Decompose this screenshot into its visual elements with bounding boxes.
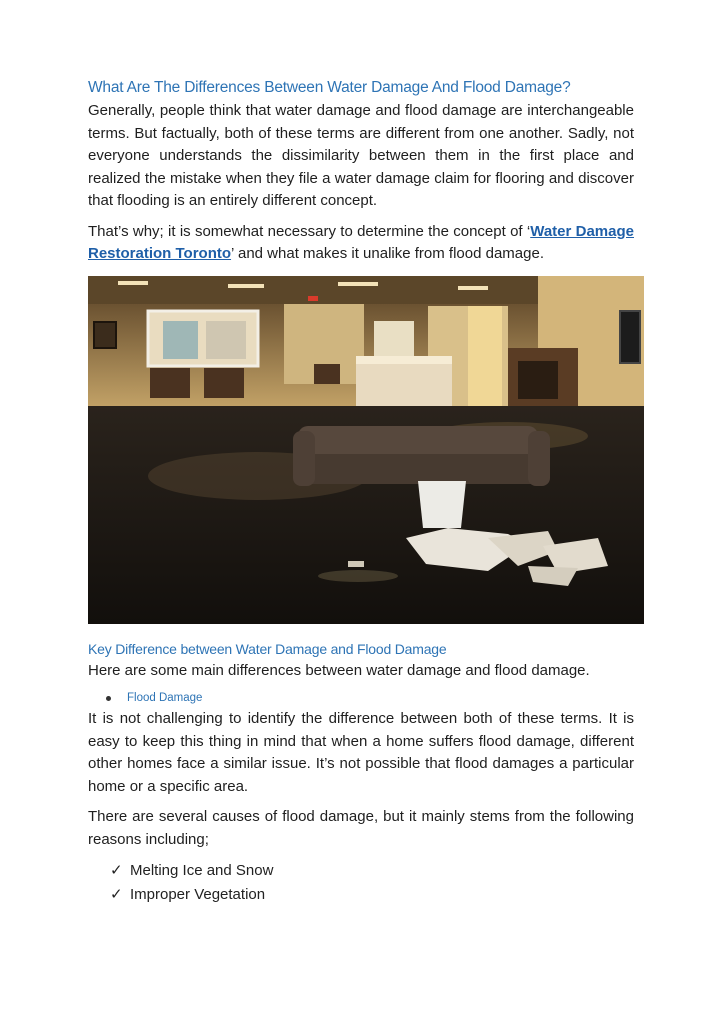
- flood-paragraph-2: There are several causes of flood damage, but it mainly stems from the following reasons including;: [88, 808, 634, 848]
- checklist-item: [110, 859, 634, 883]
- checklist-item: [110, 883, 634, 907]
- flooded-room-photo: [88, 276, 644, 624]
- bullet-label: Flood Damage: [127, 692, 203, 704]
- document-content: [88, 78, 634, 907]
- flood-paragraph-1: It is not challenging to identify the difference between both of these terms. It is easy to keep this thing in mind that when a home suffers flood damage, different other homes face a similar issue. It’s not possible that flood damages a particular home or a specific area.: [88, 710, 634, 795]
- section-heading: Key Difference between Water Damage and Flood Damage: [88, 640, 447, 657]
- checklist-item-label: Improper Vegetation: [130, 886, 266, 903]
- causes-checklist: [110, 859, 634, 907]
- section-intro: Here are some main differences between water damage and flood damage.: [88, 661, 590, 679]
- check-icon: ✓: [110, 862, 123, 879]
- check-icon: ✓: [110, 886, 123, 903]
- concept-paragraph: [88, 221, 634, 266]
- article-heading: What Are The Differences Between Water Damage And Flood Damage?: [88, 79, 571, 96]
- water-damage-restoration-link[interactable]: Water Damage Restoration Toronto: [88, 222, 634, 262]
- intro-paragraph: Generally, people think that water damage and flood damage are interchangeable terms. But factually, both of these terms are different from one another. Sadly, not everyone understands the dissimilarity between them in the first place and realized the mistake when they file a water damage claim for flooring and discover that flooding is an entirely different concept.: [88, 102, 634, 209]
- bullet-dot-icon: [106, 696, 111, 701]
- bullet-item-flood-damage: [106, 690, 634, 706]
- concept-text-before: That’s why; it is somewhat necessary to determine the concept of ‘: [88, 222, 531, 240]
- concept-text-after: ’ and what makes it unalike from flood damage.: [231, 245, 544, 262]
- checklist-item-label: Melting Ice and Snow: [130, 862, 274, 879]
